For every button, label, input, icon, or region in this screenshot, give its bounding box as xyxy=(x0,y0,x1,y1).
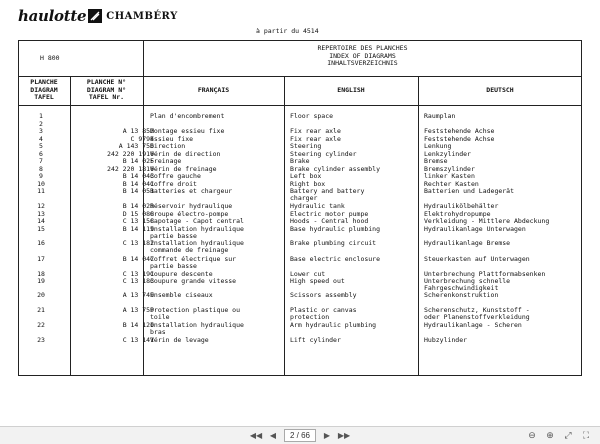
viewer-toolbar xyxy=(0,426,600,444)
col-head-tafel-no: TAFEL Nr. xyxy=(88,93,125,101)
cell-num: 5 xyxy=(39,142,43,150)
cell-num: 12 xyxy=(37,202,45,210)
cell-ref: A 143 756 xyxy=(118,142,154,150)
cell-en: Base electric enclosure xyxy=(290,254,381,263)
cell-num: 16 xyxy=(37,239,45,247)
cell-num: 18 xyxy=(37,269,45,278)
cell-ref: C 13 182 xyxy=(122,239,154,247)
cell-de: Lenkzylinder xyxy=(424,149,471,158)
cell-de: Hydraulikanlage Unterwagen xyxy=(424,224,526,233)
zoom-in-icon[interactable]: ⊕ xyxy=(546,429,554,440)
doc-title-fr: REPERTOIRE DES PLANCHES xyxy=(317,44,408,52)
cell-ref: C 9794 xyxy=(130,134,154,143)
cell-fr: Direction xyxy=(150,142,186,150)
cell-en: Hoods - Central hood xyxy=(290,217,369,225)
fullscreen-icon[interactable]: ⛶ xyxy=(582,429,590,440)
date-note: à partir du 4514 xyxy=(256,27,319,35)
cell-en: Fix rear axle xyxy=(290,134,341,143)
cell-ref: B 14 043 xyxy=(122,172,154,180)
cell-de: Batterien und Ladegerät xyxy=(424,187,515,195)
cell-de: Bremszylinder xyxy=(424,164,475,173)
cell-en: Base hydraulic plumbing xyxy=(290,224,381,233)
cell-ref: B 14 120 xyxy=(122,321,154,329)
cell-num: 14 xyxy=(37,217,45,225)
col-head-english: ENGLISH xyxy=(337,86,365,94)
cell-de: Hydraulikanlage Bremse xyxy=(424,239,511,247)
cell-de: Unterbrechung schnelle Fahrgeschwindigkeit xyxy=(424,277,511,293)
col-head-diagram-no: DIAGRAM N° xyxy=(86,85,127,94)
cell-ref: 242 220 1810 xyxy=(107,164,154,173)
brand-mark-icon xyxy=(88,9,102,23)
cell-de: Scherenkonstruktion xyxy=(424,291,499,299)
cell-fr: Vérin de direction xyxy=(150,149,221,158)
zoom-out-icon[interactable]: ⊖ xyxy=(528,429,536,440)
cell-de: Raumplan xyxy=(424,112,456,120)
cell-num: 19 xyxy=(37,277,45,285)
cell-num: 1 xyxy=(39,112,43,120)
cell-de: Elektrohydropumpe xyxy=(424,209,491,218)
cell-fr: Essieu fixe xyxy=(150,134,194,143)
cell-ref: C 13 158 xyxy=(122,217,154,225)
cell-fr: Réservoir hydraulique xyxy=(150,202,233,210)
cell-en: Plastic or canvas protection xyxy=(290,306,357,322)
page-indicator[interactable]: 2 / 66 xyxy=(284,429,316,442)
cell-num: 4 xyxy=(39,134,43,143)
cell-en: Lower cut xyxy=(290,269,326,278)
cell-en: Brake cylinder assembly xyxy=(290,164,381,173)
brand-city: CHAMBÉRY xyxy=(106,10,178,22)
cell-de: Unterbrechung Plattformabsenken xyxy=(424,269,546,278)
brand-logo xyxy=(18,7,178,25)
cell-de: Bremse xyxy=(424,157,448,165)
cell-ref: B 14 051 xyxy=(122,187,154,195)
cell-num: 7 xyxy=(39,157,43,165)
cell-de: linker Kasten xyxy=(424,172,475,180)
cell-num: 2 xyxy=(39,120,43,128)
cell-fr: Installation hydraulique commande de freinage xyxy=(150,239,244,255)
cell-fr: Coffre gauche xyxy=(150,172,201,180)
cell-fr: Groupe électro-pompe xyxy=(150,209,229,218)
cell-fr: Freinage xyxy=(150,157,182,165)
cell-en: Electric motor pumpe xyxy=(290,209,369,218)
cell-ref: C 13 191 xyxy=(122,269,154,278)
cell-fr: Vérin de levage xyxy=(150,336,209,344)
cell-num: 8 xyxy=(39,164,43,173)
cell-ref: C 13 141 xyxy=(122,336,154,344)
cell-fr: Coupure grande vitesse xyxy=(150,277,237,285)
cell-de: Lenkung xyxy=(424,142,452,150)
cell-ref: B 14 020 xyxy=(122,202,154,210)
cell-fr: Coupure descente xyxy=(150,269,213,278)
cell-fr: Installation hydraulique bras xyxy=(150,321,244,337)
cell-num: 20 xyxy=(37,291,45,299)
col-head-francais: FRANÇAIS xyxy=(197,86,230,94)
cell-num: 3 xyxy=(39,127,43,135)
cell-ref: B 14 119 xyxy=(122,224,154,233)
col-head-deutsch: DEUTSCH xyxy=(486,86,514,94)
cell-de: Rechter Kasten xyxy=(424,179,479,188)
col-head-tafel: TAFEL xyxy=(34,93,54,101)
cell-fr: Capotage - Capot central xyxy=(150,217,244,225)
cell-num: 21 xyxy=(37,306,45,314)
column-divider xyxy=(284,76,285,376)
column-divider xyxy=(418,76,419,376)
cell-fr: Ensemble ciseaux xyxy=(150,291,213,299)
cell-fr: Protection plastique ou toile xyxy=(150,306,241,322)
cell-de: Hubzylinder xyxy=(424,336,468,344)
cell-en: Brake xyxy=(290,157,310,165)
cell-ref: C 13 183 xyxy=(122,277,154,285)
cell-fr: Montage essieu fixe xyxy=(150,127,225,135)
viewer-tools xyxy=(526,429,592,441)
cell-num: 13 xyxy=(37,209,45,218)
column-divider xyxy=(70,76,71,376)
cell-en: Steering cylinder xyxy=(290,149,357,158)
cell-fr: Plan d'encombrement xyxy=(150,112,225,120)
last-page-icon[interactable]: ▶▶ xyxy=(337,431,351,440)
cell-fr: Batteries et chargeur xyxy=(150,187,233,195)
cell-en: Battery and battery charger xyxy=(290,187,365,203)
cell-fr: Vérin de freinage xyxy=(150,164,217,173)
cell-fr: Coffre droit xyxy=(150,179,197,188)
doc-title-en: INDEX OF DIAGRAMS xyxy=(329,51,396,60)
cell-en: Right box xyxy=(290,179,326,188)
model-label: H 800 xyxy=(40,54,60,62)
cell-en: Scissors assembly xyxy=(290,291,357,299)
cell-fr: Coffret électrique sur partie basse xyxy=(150,254,237,270)
cell-ref: A 13 749 xyxy=(122,291,154,299)
cell-ref: 242 220 1910 xyxy=(107,149,154,158)
cell-ref: B 14 041 xyxy=(122,179,154,188)
cell-en: Arm hydraulic plumbing xyxy=(290,321,377,329)
cell-ref: D 15 088 xyxy=(122,209,154,218)
cell-de: Hydraulikanlage - Scheren xyxy=(424,321,522,329)
cell-fr: Installation hydraulique partie basse xyxy=(150,224,244,240)
header-divider xyxy=(18,76,582,77)
fit-page-icon[interactable]: ⤢ xyxy=(564,429,572,440)
cell-de: Hydraulikölbehälter xyxy=(424,202,499,210)
first-page-icon[interactable]: ◀◀ xyxy=(249,431,263,440)
cell-en: Left box xyxy=(290,172,322,180)
cell-en: Floor space xyxy=(290,112,334,120)
cell-de: Feststehende Achse xyxy=(424,134,495,143)
cell-en: Steering xyxy=(290,142,322,150)
cell-en: High speed out xyxy=(290,277,345,285)
cell-num: 17 xyxy=(37,254,45,263)
cell-num: 6 xyxy=(39,149,43,158)
cell-num: 9 xyxy=(39,172,43,180)
cell-num: 22 xyxy=(37,321,45,329)
cell-de: Steuerkasten auf Unterwagen xyxy=(424,254,530,263)
cell-en: Lift cylinder xyxy=(290,336,341,344)
cell-num: 11 xyxy=(37,187,45,195)
cell-num: 10 xyxy=(37,179,45,188)
col-head-planche-no: PLANCHE N° xyxy=(86,78,127,86)
col-head-planche: PLANCHE xyxy=(30,78,58,86)
cell-ref: B 14 047 xyxy=(122,254,154,263)
cell-num: 15 xyxy=(37,224,45,233)
cell-ref: B 14 025 xyxy=(122,157,154,165)
brand-name: haulotte xyxy=(18,7,87,25)
cell-ref: A 13 759 xyxy=(122,306,154,314)
header-divider xyxy=(18,105,582,106)
col-head-diagram: DIAGRAM xyxy=(30,85,58,94)
doc-title-de: INHALTSVERZEICHNIS xyxy=(327,59,398,67)
previous-page-icon[interactable]: ◀ xyxy=(269,431,277,440)
cell-de: Feststehende Achse xyxy=(424,127,495,135)
next-page-icon[interactable]: ▶ xyxy=(323,431,331,440)
cell-en: Fix rear axle xyxy=(290,127,341,135)
cell-de: Scherenschutz, Kunststoff - oder Planenstoffverkleidung xyxy=(424,306,530,322)
cell-en: Brake plumbing circuit xyxy=(290,239,377,247)
cell-ref: A 13 852 xyxy=(122,127,154,135)
cell-num: 23 xyxy=(37,336,45,344)
cell-de: Verkleidung - Mittlere Abdeckung xyxy=(424,217,550,225)
cell-en: Hydraulic tank xyxy=(290,202,345,210)
